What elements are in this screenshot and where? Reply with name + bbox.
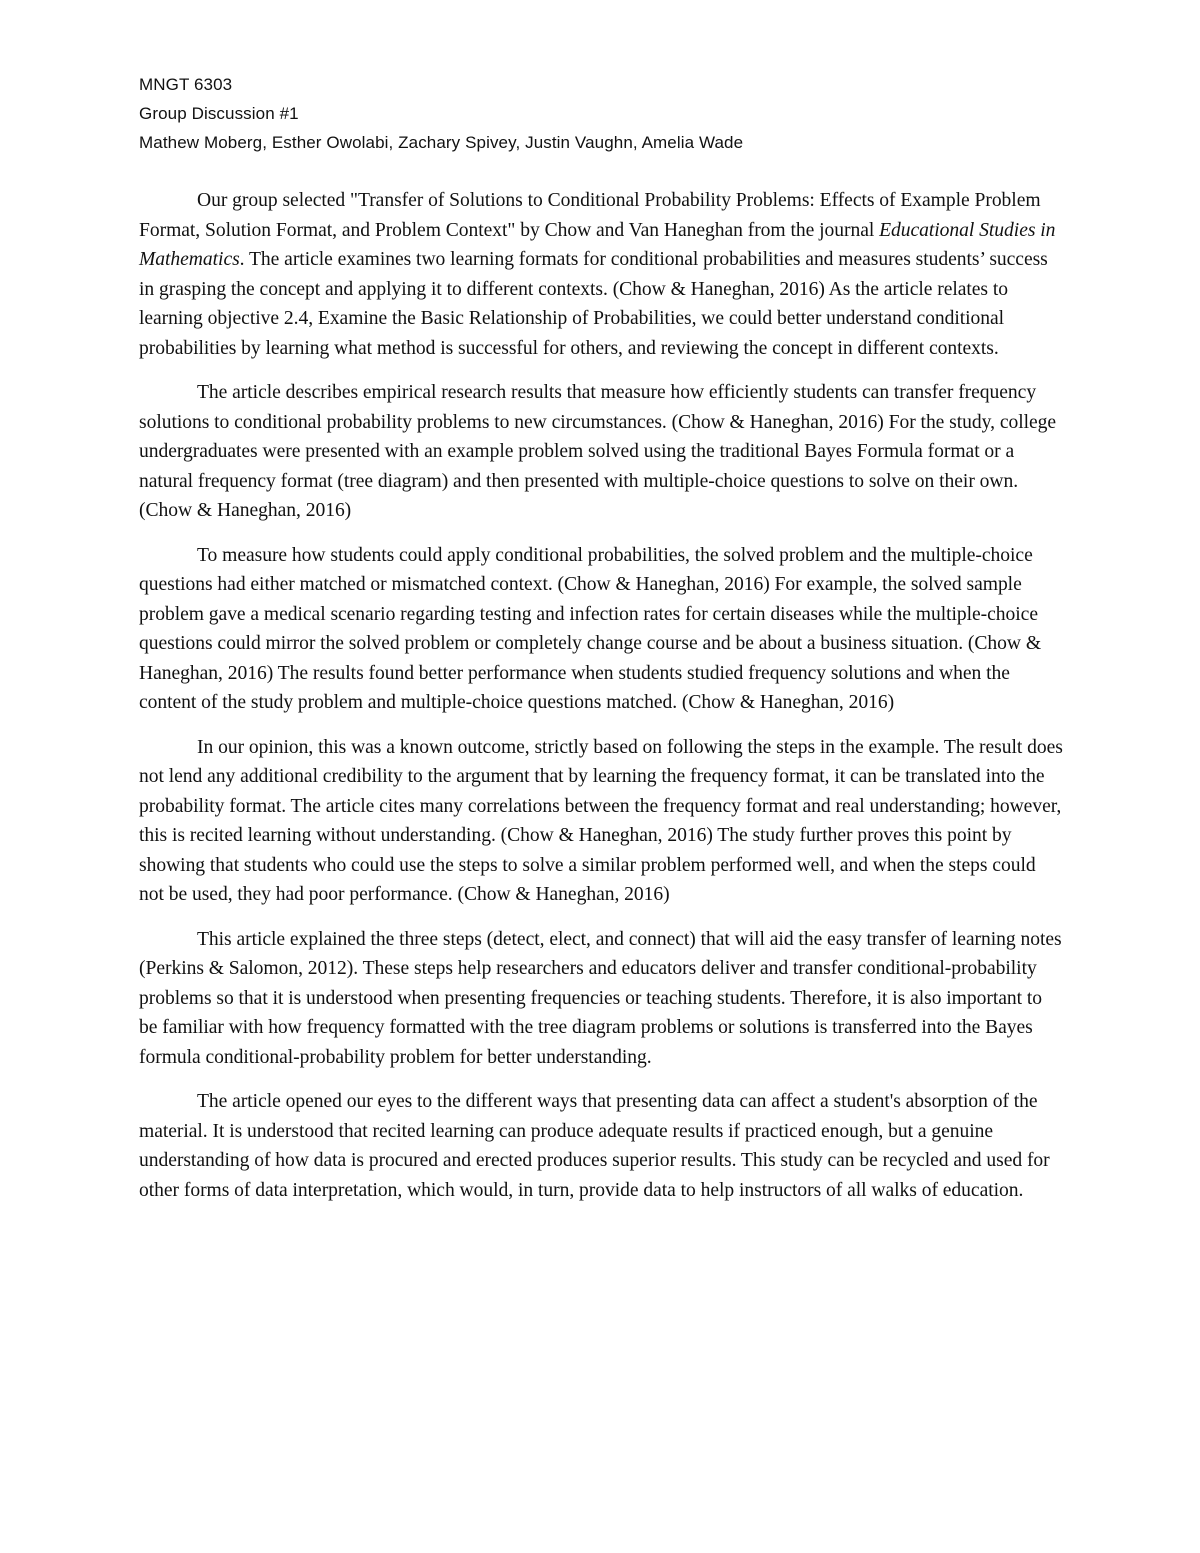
journal-title: Educational Studies in Mathematics [139,219,1056,270]
paragraph-introduction [139,186,1064,363]
paragraph-opinion: In our opinion, this was a known outcome, strictly based on following the steps in the example. The result does not lend any additional credibility to the argument that by learning the frequency format, it can be translated into the probability format. The article cites many correlations between the frequency format and real understanding; however, this is recited learning without understanding. (Chow & Haneghan, 2016) The study further proves this point by showing that students who could use the steps to solve a similar problem performed well, and when the steps could not be used, they had poor performance. (Chow & Haneghan, 2016) [139,736,1063,905]
paragraph-introduction-rest: . The article examines two learning formats for conditional probabilities and measures students’ success in grasping the concept and applying it to different contexts. (Chow & Haneghan, 2016) As the article relates to learning objective 2.4, Examine the Basic Relationship of Probabilities, we could better understand conditional probabilities by learning what method is successful for others, and reviewing the concept in different contexts. [139,249,1048,359]
paragraph-introduction-lead: Our group selected "Transfer of Solutions to Conditional Probability Problems: Effects of Example Problem Format, Solution Format, and Problem Context" by Chow and Van Haneghan from the journal [139,190,1041,241]
author-list: Mathew Moberg, Esther Owolabi, Zachary Spivey, Justin Vaughn, Amelia Wade [139,133,744,152]
document-header [139,70,1064,157]
document-body [139,186,1064,1205]
assignment-title: Group Discussion #1 [139,104,299,123]
paragraph-research-description: The article describes empirical research results that measure how efficiently students can transfer frequency solutions to conditional probability problems to new circumstances. (Chow & Haneghan, 2016) For the study, college undergraduates were presented with an example problem solved using the traditional Bayes Formula format or a natural frequency format (tree diagram) and then presented with multiple-choice questions to solve on their own. (Chow & Haneghan, 2016) [139,382,1057,521]
course-code: MNGT 6303 [139,75,233,94]
paragraph-transfer-steps: This article explained the three steps (detect, elect, and connect) that will aid the easy transfer of learning notes (Perkins & Salomon, 2012). These steps help researchers and educators deliver and transfer conditional-probability problems so that it is understood when presenting frequencies or teaching students. Therefore, it is also important to be familiar with how frequency formatted with the tree diagram problems or solutions is transferred into the Bayes formula conditional-probability problem for better understanding. [139,928,1062,1068]
document-page [139,70,1064,1220]
paragraph-context-matching: To measure how students could apply conditional probabilities, the solved problem and the multiple-choice questions had either matched or mismatched context. (Chow & Haneghan, 2016) For example, the solved sample problem gave a medical scenario regarding testing and infection rates for certain diseases while the multiple-choice questions could mirror the solved problem or completely change course and be about a business situation. (Chow & Haneghan, 2016) The results found better performance when students studied frequency solutions and when the content of the study problem and multiple-choice questions matched. (Chow & Haneghan, 2016) [139,544,1042,713]
paragraph-conclusion: The article opened our eyes to the different ways that presenting data can affect a student's absorption of the material. It is understood that recited learning can produce adequate results if practiced enough, but a genuine understanding of how data is procured and erected produces superior results. This study can be recycled and used for other forms of data interpretation, which would, in turn, provide data to help instructors of all walks of education. [139,1091,1050,1201]
